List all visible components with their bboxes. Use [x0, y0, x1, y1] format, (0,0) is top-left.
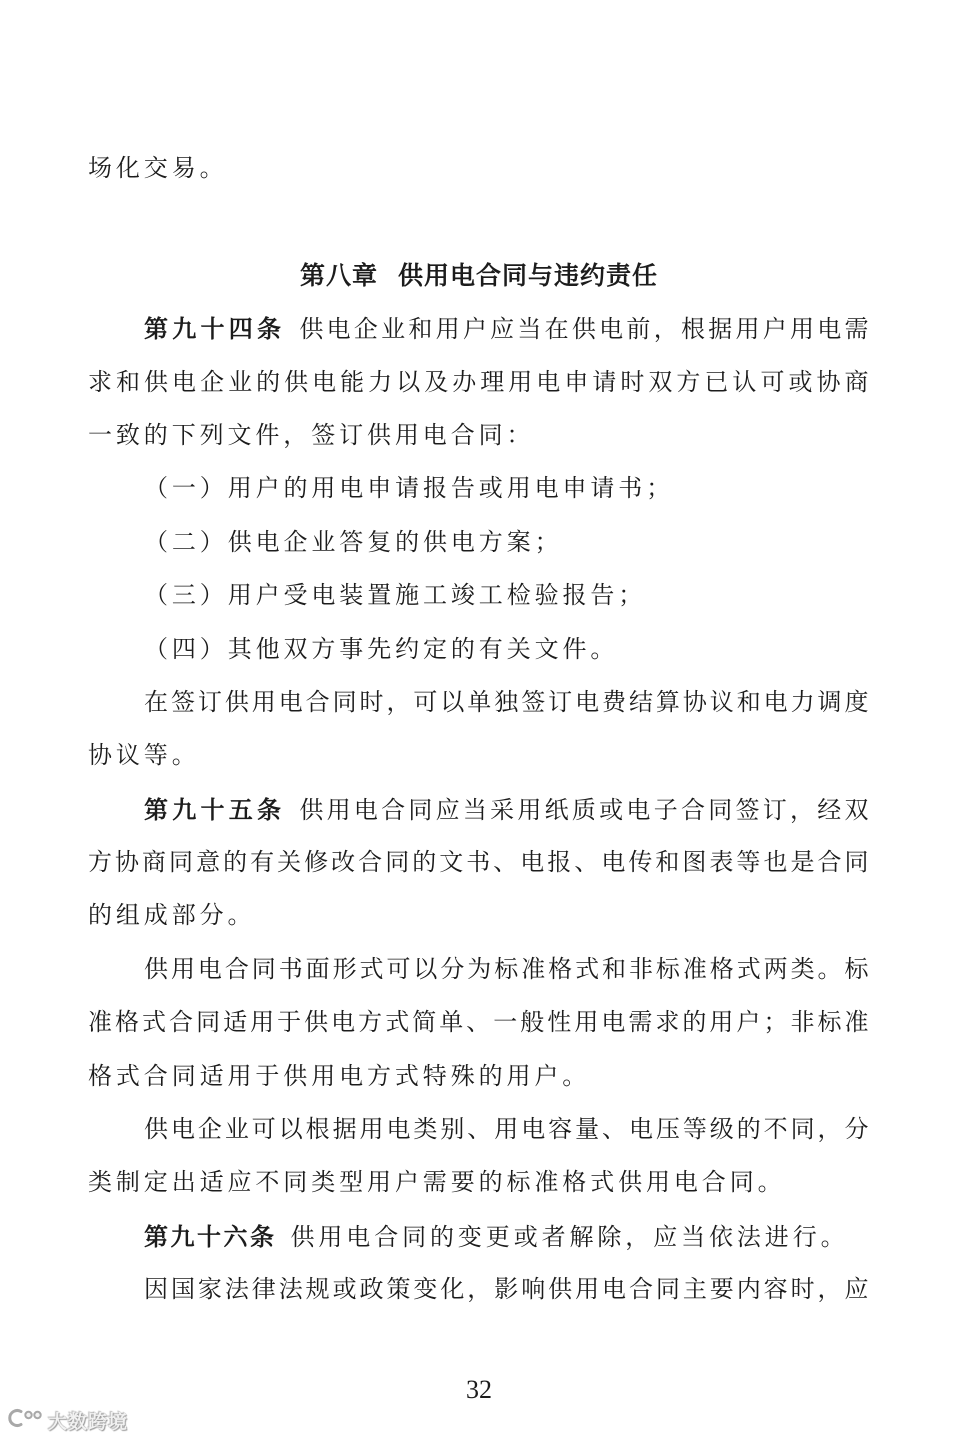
text-line: 协议等。: [88, 743, 200, 770]
article-94-line: [88, 303, 870, 356]
text-line: 供用电合同书面形式可以分为标准格式和非标准格式两类。标: [144, 956, 870, 983]
page-number: 32: [466, 1375, 492, 1404]
watermark: [8, 1406, 128, 1434]
text-line: 准格式合同适用于供电方式简单、一般性用电需求的用户；非标准: [88, 1010, 870, 1037]
continuation-line: 场化交易。: [88, 156, 228, 182]
list-item: （四）其他双方事先约定的有关文件。: [144, 636, 619, 663]
watermark-logo-icon: [8, 1407, 44, 1434]
article-label: 第九十五条: [144, 796, 286, 824]
text-line: 格式合同适用于供用电方式特殊的用户。: [88, 1063, 591, 1090]
chapter-heading: [88, 250, 870, 303]
chapter-title: 供用电合同与违约责任: [398, 261, 659, 290]
body-text: [88, 143, 870, 1318]
article-text: 供电企业和用户应当在供电前，根据用户用电需: [299, 317, 870, 344]
article-text: 供用电合同的变更或者解除，应当依法进行。: [290, 1224, 849, 1251]
list-item: （二）供电企业答复的供电方案；: [144, 529, 563, 556]
list-item: （一）用户的用电申请报告或用电申请书；: [144, 476, 675, 503]
text-line: 类制定出适应不同类型用户需要的标准格式供用电合同。: [88, 1170, 786, 1197]
article-96-line: [88, 1211, 870, 1264]
article-text: 供用电合同应当采用纸质或电子合同签订，经双: [299, 797, 870, 824]
article-label: 第九十六条: [144, 1223, 277, 1251]
text-line: 方协商同意的有关修改合同的文书、电报、电传和图表等也是合同: [88, 850, 870, 877]
text-line: 供电企业可以根据用电类别、用电容量、电压等级的不同，分: [144, 1117, 870, 1144]
list-item: （三）用户受电装置施工竣工检验报告；: [144, 583, 647, 610]
text-line: 的组成部分。: [88, 903, 256, 930]
chapter-number: 第八章: [299, 261, 378, 290]
watermark-text: 大数跨境: [48, 1411, 129, 1433]
text-line: 在签订供用电合同时，可以单独签订电费结算协议和电力调度: [144, 689, 870, 716]
text-line: 因国家法律法规或政策变化，影响供用电合同主要内容时，应: [144, 1277, 870, 1304]
article-label: 第九十四条: [144, 316, 286, 344]
article-95-line: [88, 784, 870, 837]
blank-line: [88, 196, 870, 249]
text-line: 一致的下列文件，签订供用电合同：: [88, 422, 535, 449]
text-line: 求和供电企业的供电能力以及办理用电申请时双方已认可或协商: [88, 369, 870, 396]
